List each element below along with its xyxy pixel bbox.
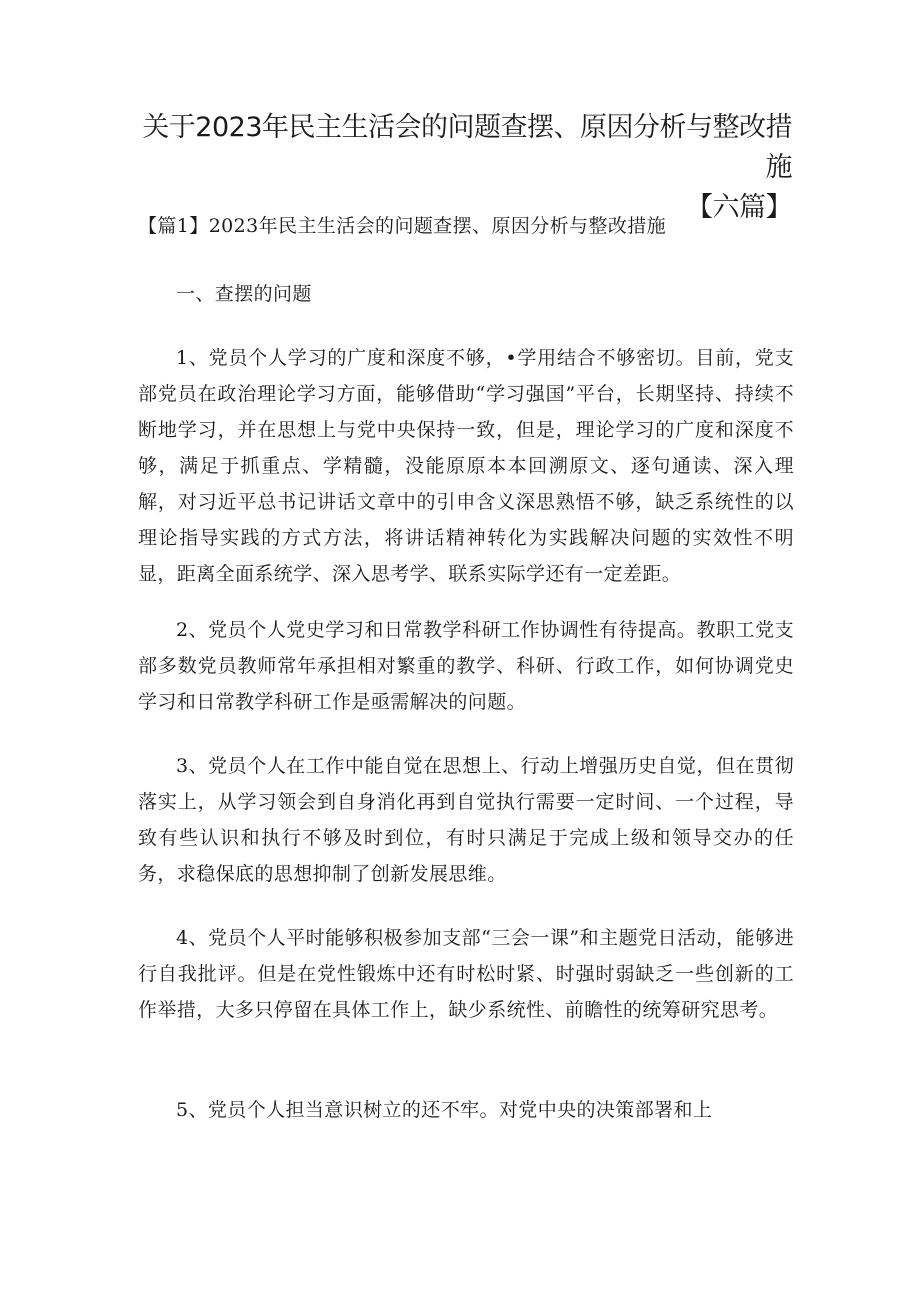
part-heading: 【篇1】2023年民主生活会的问题查摆、原因分析与整改措施 <box>138 215 667 237</box>
document-title-line-2: 【六篇】 <box>686 192 792 223</box>
document-title-line-1: 关于2023年民主生活会的问题查摆、原因分析与整改措施 <box>142 112 792 183</box>
section-heading: 一、查摆的问题 <box>176 283 312 305</box>
paragraph-1: 1、党员个人学习的广度和深度不够，•学用结合不够密切。目前，党支部党员在政治理论学习方面，能够借助“学习强国”平台，长期坚持、持续不断地学习，并在思想上与党中央保持一致，但是，理论学习的广度和深度不够，满足于抓重点、学精髓，没能原原本本回溯原文、逐句通读、深入理解，对习近平总书记讲话文章中的引申含义深思熟悟不够，缺乏系统性的以理论指导实践的方式方法，将讲话精神转化为实践解决问题的实效性不明显，距离全面系统学、深入思考学、联系实际学还有一定差距。 <box>138 347 794 585</box>
paragraph-5: 5、党员个人担当意识树立的还不牢。对党中央的决策部署和上 <box>176 1099 713 1121</box>
paragraph-4: 4、党员个人平时能够积极参加支部“三会一课”和主题党日活动，能够进行自我批评。但是在党性锻炼中还有时松时紧、时强时弱缺乏一些创新的工作举措，大多只停留在具体工作上，缺少系统性、前瞻性的统筹研究思考。 <box>138 927 794 1021</box>
paragraph-3: 3、党员个人在工作中能自觉在思想上、行动上增强历史自觉，但在贯彻落实上，从学习领会到自身消化再到自觉执行需要一定时间、一个过程，导致有些认识和执行不够及时到位，有时只满足于完成上级和领导交办的任务，求稳保底的思想抑制了创新发展思维。 <box>138 755 794 885</box>
paragraph-2: 2、党员个人党史学习和日常教学科研工作协调性有待提高。教职工党支部多数党员教师常年承担相对繁重的教学、科研、行政工作，如何协调党史学习和日常教学科研工作是亟需解决的问题。 <box>138 619 794 713</box>
